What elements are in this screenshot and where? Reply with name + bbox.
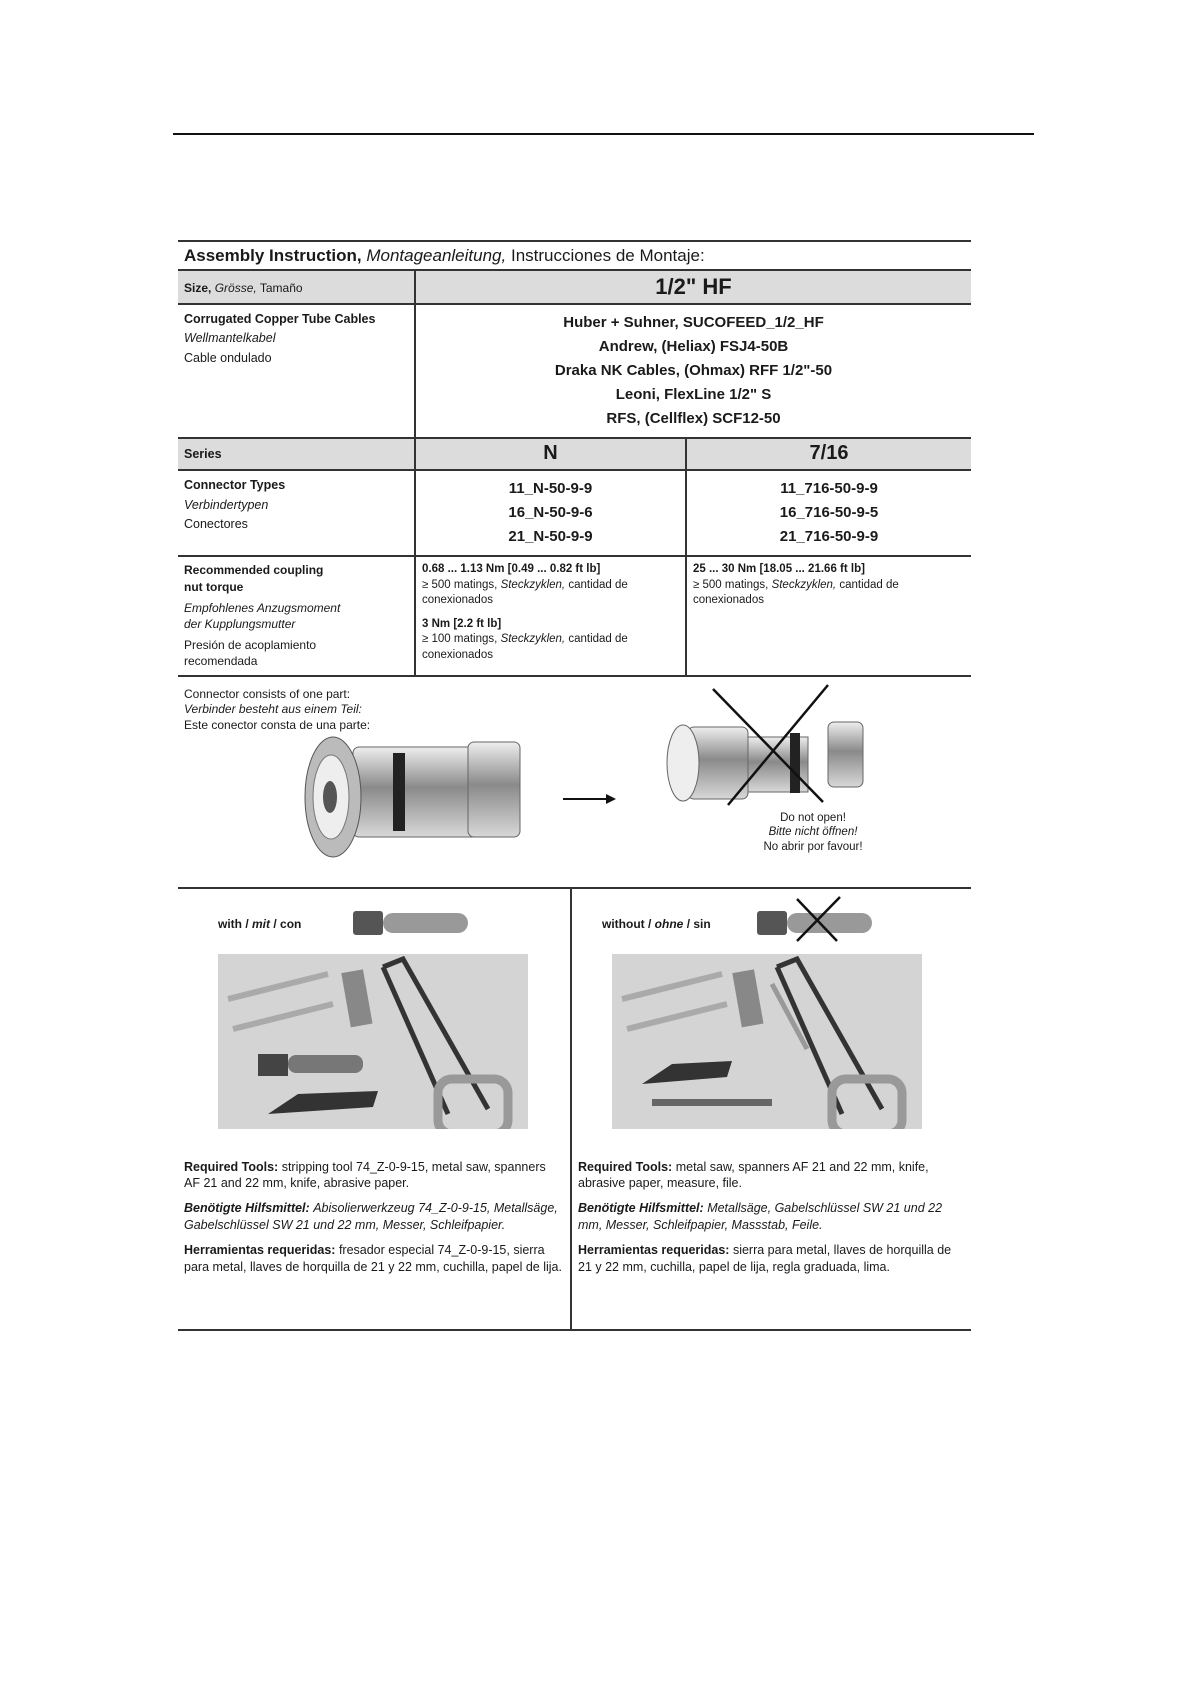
size-row xyxy=(178,270,971,304)
one-part-en: Connector consists of one part: xyxy=(184,686,351,701)
cables-label-de: Wellmantelkabel xyxy=(184,331,276,346)
cable-item: Huber + Suhner, SUCOFEED_1/2_HF xyxy=(563,314,824,331)
tools-without-illustration xyxy=(572,889,972,1129)
warn-es: No abrir por favour! xyxy=(763,841,863,854)
one-part-de: Verbinder besteht aus einem Teil: xyxy=(184,702,362,717)
tools-without xyxy=(571,888,971,1330)
with-label: with / mit / con xyxy=(218,916,302,931)
size-label-es: Tamaño xyxy=(259,281,303,295)
torque-label-es: Presión de acoplamiento xyxy=(184,638,317,653)
req-tools-de: Benötigte Hilfsmittel: xyxy=(184,1201,310,1216)
connector-assembled xyxy=(305,737,520,857)
connector-label-es: Conectores xyxy=(184,517,248,532)
size-label-en: Size, xyxy=(184,281,212,295)
connector-type: 21_716-50-9-9 xyxy=(779,528,879,546)
connector-label-de: Verbindertypen xyxy=(184,497,269,512)
series-716: 7/16 xyxy=(686,438,971,470)
size-value: 1/2" HF xyxy=(415,270,971,304)
matings: ≥ 100 matings, xyxy=(422,633,498,646)
tools-with-illustration xyxy=(178,889,571,1129)
matings-de: Steckzyklen, xyxy=(771,578,837,591)
req-tools-de-text: Abisolierwerkzeug 74_Z-0-9-15, Metallsäge, Gabelschlüssel SW 21 und 22 mm, Messer, Schleifpapier. xyxy=(184,1201,558,1233)
req-tools-es-text: fresador especial 74_Z-0-9-15, sierra para metal, llaves de horquilla de 21 y 22 mm, cuchilla, papel de lija. xyxy=(184,1243,562,1274)
arrow-icon xyxy=(563,794,616,804)
stripping-tool-photo-icon xyxy=(258,1054,363,1076)
matings-de: Steckzyklen, xyxy=(500,633,566,646)
stripping-tool-icon xyxy=(353,911,468,935)
torque-value: 25 ... 30 Nm [18.05 ... 21.66 ft lb] xyxy=(693,563,865,576)
without-label: without / ohne / sin xyxy=(602,916,711,931)
title-es: Instrucciones de Montaje: xyxy=(510,246,705,265)
top-rule xyxy=(173,133,1034,135)
matings-de: Steckzyklen, xyxy=(500,578,566,591)
series-label: Series xyxy=(178,438,415,470)
title-de: Montageanleitung, xyxy=(366,246,507,265)
warn-de: Bitte nicht öffnen! xyxy=(768,826,858,839)
cable-item: Leoni, FlexLine 1/2" S xyxy=(615,386,772,403)
torque-label-de: der Kupplungsmutter xyxy=(184,616,296,631)
series-row xyxy=(178,438,971,470)
torque-label-en: nut torque xyxy=(184,579,244,594)
spec-table xyxy=(178,240,971,887)
size-label-de: Grösse, xyxy=(214,281,257,295)
sheet-title xyxy=(178,241,971,270)
warn-en: Do not open! xyxy=(780,811,846,824)
req-tools-en-text: metal saw, spanners AF 21 and 22 mm, knife, abrasive paper, measure, file. xyxy=(578,1159,929,1191)
tools-with xyxy=(178,888,571,1330)
assembly-sheet xyxy=(178,240,971,1331)
matings: ≥ 500 matings, xyxy=(693,578,769,591)
req-tools-es: Herramientas requeridas: xyxy=(578,1243,730,1257)
connector-type: 16_N-50-9-6 xyxy=(508,504,593,522)
connector-type: 21_N-50-9-9 xyxy=(508,528,593,546)
matings-es: cantidad de conexionados xyxy=(422,633,628,661)
file-icon xyxy=(652,1099,772,1106)
cable-item: RFS, (Cellflex) SCF12-50 xyxy=(606,410,781,427)
connector-type: 16_716-50-9-5 xyxy=(779,504,879,522)
connector-label-en: Connector Types xyxy=(184,478,286,493)
cable-item: Draka NK Cables, (Ohmax) RFF 1/2"-50 xyxy=(554,362,833,379)
series-n: N xyxy=(415,438,686,470)
connector-type: 11_N-50-9-9 xyxy=(508,480,593,498)
tools-table xyxy=(178,887,971,1331)
connector-type: 11_716-50-9-9 xyxy=(780,480,878,498)
req-tools-es: Herramientas requeridas: xyxy=(184,1243,336,1257)
cable-item: Andrew, (Heliax) FSJ4-50B xyxy=(598,338,789,355)
torque-label-en: Recommended coupling xyxy=(184,563,324,578)
torque-value: 3 Nm [2.2 ft lb] xyxy=(422,617,502,630)
one-part-es: Este conector consta de una parte: xyxy=(184,717,371,732)
matings-es: cantidad de conexionados xyxy=(693,578,899,607)
torque-row xyxy=(178,556,971,675)
connector-row xyxy=(178,470,971,556)
req-tools-en-text: stripping tool 74_Z-0-9-15, metal saw, spanners AF 21 and 22 mm, knife, abrasive paper. xyxy=(184,1159,546,1191)
req-tools-en: Required Tools: xyxy=(184,1159,279,1174)
cables-row xyxy=(178,304,971,438)
torque-label-es: recomendada xyxy=(184,654,258,669)
req-tools-es-text: sierra para metal, llaves de horquilla de 21 y 22 mm, cuchilla, papel de lija, regla graduada, lima. xyxy=(578,1243,952,1274)
cables-label-es: Cable ondulado xyxy=(184,350,272,365)
matings: ≥ 500 matings, xyxy=(422,578,498,591)
req-tools-de-text: Metallsäge, Gabelschlüssel SW 21 und 22 mm, Messer, Schleifpapier, Massstab, Feile. xyxy=(578,1201,943,1233)
title-en: Assembly Instruction, xyxy=(184,246,362,265)
req-tools-de: Benötigte Hilfsmittel: xyxy=(578,1201,704,1216)
cables-label-en: Corrugated Copper Tube Cables xyxy=(184,312,376,326)
matings-es: cantidad de conexionados xyxy=(422,578,628,607)
torque-label-de: Empfohlenes Anzugsmoment xyxy=(184,600,341,615)
torque-value: 0.68 ... 1.13 Nm [0.49 ... 0.82 ft lb] xyxy=(422,563,601,576)
connector-part-row xyxy=(178,676,971,887)
req-tools-en: Required Tools: xyxy=(578,1159,673,1174)
